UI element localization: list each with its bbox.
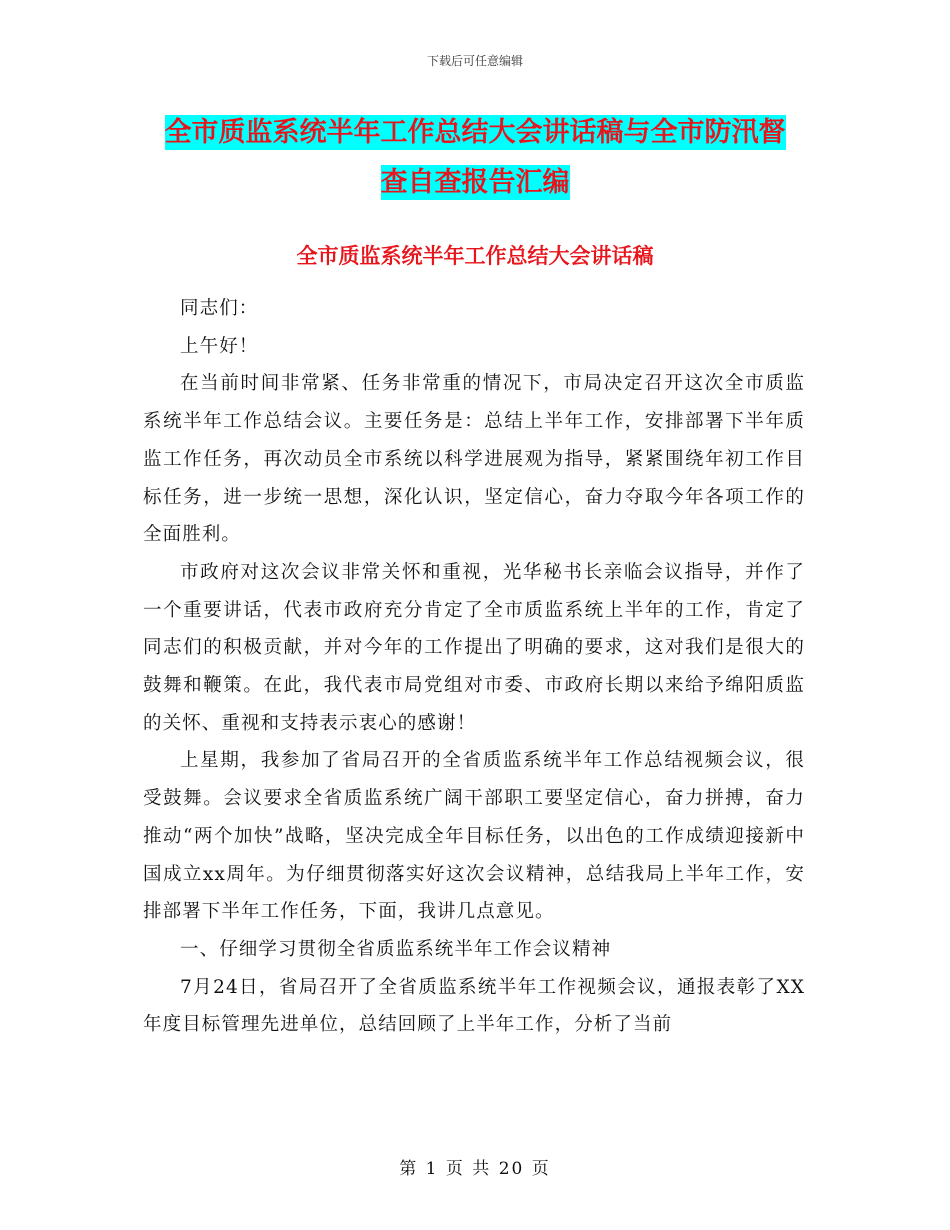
section-heading: 一、仔细学习贯彻全省质监系统半年工作会议精神 — [180, 938, 612, 960]
paragraph-salutation: 同志们： — [180, 298, 259, 319]
header-note: 下载后可任意编辑 — [426, 54, 523, 68]
paragraph-greeting: 上午好！ — [180, 335, 259, 357]
paragraph: 在当前时间非常紧、任务非常重的情况下，市局决定召开这次全市质监系统半年工作总结会议。主要任务是：总结上半年工作，安排部署下半年质监工作任务，再次动员全市系统以科学进展观为指导，紧紧围绕年初工作目标任务，进一步统一思想，深化认识，坚定信心，奋力夺取今年各项工作的全面胜利。 — [143, 373, 805, 546]
paragraph: 7月24日，省局召开了全省质监系统半年工作视频会议，通报表彰了XX年度目标管理先进单位，总结回顾了上半年工作，分析了当前 — [143, 976, 805, 1036]
paragraph: 上星期，我参加了省局召开的全省质监系统半年工作总结视频会议，很受鼓舞。会议要求全省质监系统广阔干部职工要坚定信心，奋力拼搏，奋力推动“两个加快”战略，坚决完成全年目标任务，以出色的工作成绩迎接新中国成立xx周年。为仔细贯彻落实好这次会议精神，总结我局上半年工作，安排部署下半年工作任务，下面，我讲几点意见。 — [143, 750, 805, 923]
document-body — [143, 290, 805, 1044]
document-title — [140, 108, 810, 208]
section-title: 全市质监系统半年工作总结大会讲话稿 — [296, 244, 654, 268]
document-title-line-1: 全市质监系统半年工作总结大会讲话稿与全市防汛督 — [164, 117, 786, 148]
page-number-footer: 第 1 页 共 20 页 — [399, 1159, 551, 1179]
document-title-line-2: 查自查报告汇编 — [380, 167, 570, 198]
paragraph: 市政府对这次会议非常关怀和重视，光华秘书长亲临会议指导，并作了一个重要讲话，代表市政府充分肯定了全市质监系统上半年的工作，肯定了同志们的积极贡献，并对今年的工作提出了明确的要求，这对我们是很大的鼓舞和鞭策。在此，我代表市局党组对市委、市政府长期以来给予绵阳质监的关怀、重视和支持表示衷心的感谢！ — [143, 561, 805, 734]
